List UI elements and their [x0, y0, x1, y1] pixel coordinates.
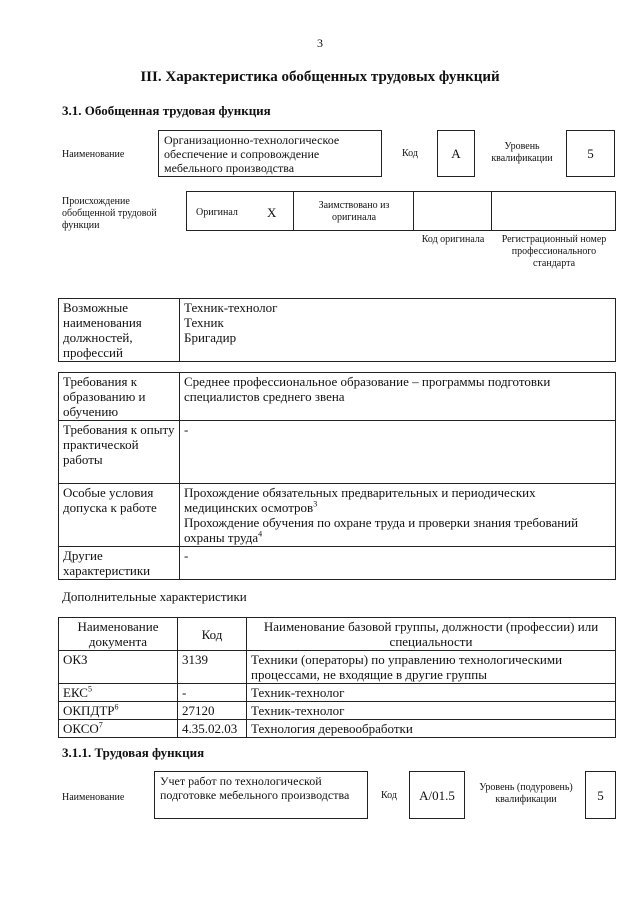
page-number: 3 [317, 36, 323, 50]
req-line: Прохождение обучения по охране труда и проверки знания требований охраны труда [184, 515, 579, 545]
table-row [59, 684, 616, 702]
tf-level-label: Уровень (подуровень) квалификации [479, 782, 573, 805]
req-label: Особые условия допуска к работе [59, 484, 180, 547]
req-value: Среднее профессиональное образование – программы подготовки специалистов среднего звена [180, 373, 616, 421]
tf-heading: 3.1.1. Трудовая функция [62, 745, 205, 760]
table-row [59, 720, 616, 738]
gtf-level-label: Уровень квалификации [491, 141, 553, 164]
tf-name-label: Наименование [62, 792, 125, 803]
name-cell: Техники (операторы) по управлению технологическими процессами, не входящие в другие группы [247, 651, 616, 684]
gtf-code-label: Код [402, 148, 418, 159]
footnote-mark: 3 [313, 499, 318, 509]
name-cell: Технология деревообработки [247, 720, 616, 738]
req-label: Требования к образованию и обучению [59, 373, 180, 421]
origin-table [186, 191, 616, 231]
tf-level-value: 5 [585, 771, 616, 819]
additional-heading: Дополнительные характеристики [62, 589, 247, 604]
requirements-table [58, 372, 616, 580]
col-header-name: Наименование базовой группы, должности (профессии) или специальности [247, 618, 616, 651]
req-value: - [180, 421, 616, 484]
req-value [180, 484, 616, 547]
borrowed-label: Заимствовано из оригинала [318, 200, 390, 223]
position-item: Бригадир [184, 330, 237, 345]
tf-code-label: Код [381, 790, 397, 801]
doc-cell: ЕКС$^5$ [59, 684, 178, 702]
positions-values [180, 299, 616, 362]
table-row [59, 651, 616, 684]
name-cell: Техник-технолог [247, 684, 616, 702]
gtf-level-value: 5 [566, 130, 615, 177]
tf-name-value: Учет работ по технологической подготовке мебельного производства [154, 771, 368, 819]
doc-cell: ОКЗ [59, 651, 178, 684]
table-row [59, 702, 616, 720]
additional-table [58, 617, 616, 738]
col-header-code: Код [178, 618, 247, 651]
code-cell: 4.35.02.03 [178, 720, 247, 738]
req-label: Требования к опыту практической работы [59, 421, 180, 484]
tf-code-value: A/01.5 [409, 771, 465, 819]
code-cell: 27120 [178, 702, 247, 720]
req-label: Другие характеристики [59, 547, 180, 580]
gtf-heading: 3.1. Обобщенная трудовая функция [62, 103, 271, 118]
gtf-name-label: Наименование [62, 149, 125, 160]
section-title: III. Характеристика обобщенных трудовых функций [140, 69, 500, 85]
reg-number-label: Регистрационный номер профессионального стандарта [501, 234, 607, 269]
code-original-label: Код оригинала [421, 234, 485, 245]
doc-cell: ОКСО$^7$ [59, 720, 178, 738]
original-label: Оригинал [196, 207, 238, 218]
col-header-doc: Наименование документа [59, 618, 178, 651]
req-line: Прохождение обязательных предварительных и периодических медицинских осмотров [184, 485, 536, 515]
name-cell: Техник-технолог [247, 702, 616, 720]
gtf-code-value: A [437, 130, 475, 177]
original-mark: X [267, 205, 277, 220]
doc-cell: ОКПДТР$^6$ [59, 702, 178, 720]
position-item: Техник [184, 315, 224, 330]
origin-label: Происхождение обобщенной трудовой функции [62, 196, 157, 231]
positions-table [58, 298, 616, 362]
positions-label: Возможные наименования должностей, профессий [59, 299, 180, 362]
code-cell: 3139 [178, 651, 247, 684]
code-cell: - [178, 684, 247, 702]
position-item: Техник-технолог [184, 300, 278, 315]
req-value: - [180, 547, 616, 580]
footnote-mark: 4 [258, 529, 263, 539]
gtf-name-value: Организационно-технологическое обеспечение и сопровождение мебельного производства [158, 130, 382, 177]
